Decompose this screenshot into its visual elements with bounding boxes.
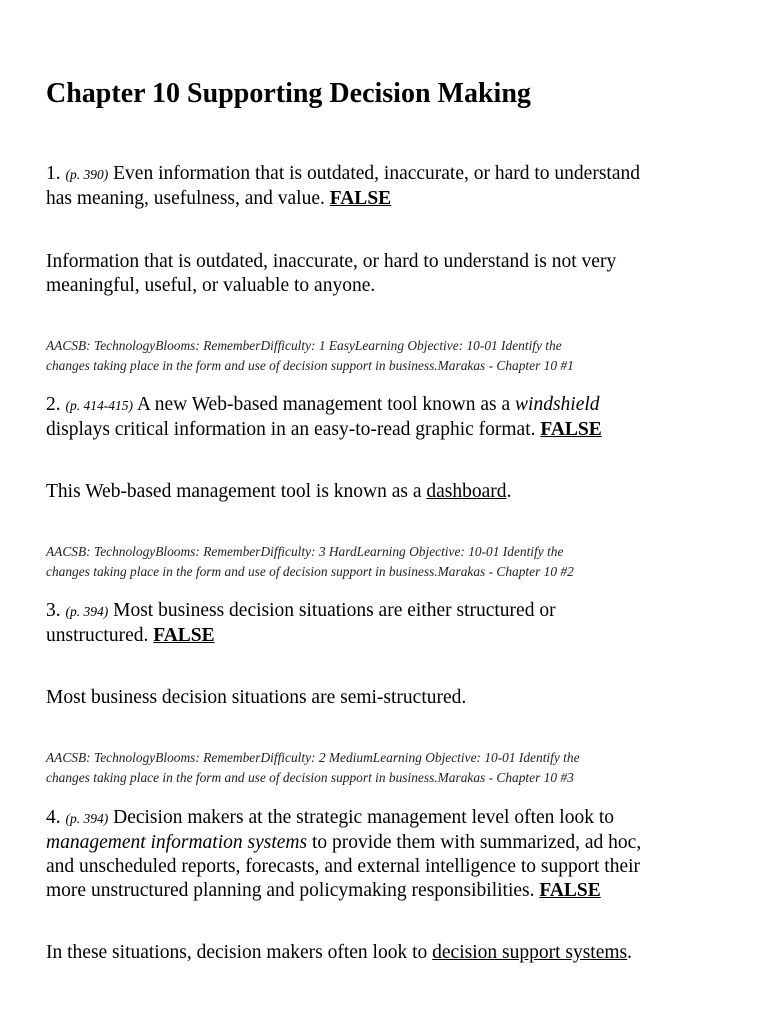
question-1 [46,162,640,211]
answer-term: decision support systems [432,942,628,963]
question-text: displays critical information in an easy-to-read graphic format. [46,419,536,440]
answer-punctuation: . [627,942,633,963]
page-title: Chapter 10 Supporting Decision Making [46,78,531,109]
answer-verdict: FALSE [540,419,602,440]
page-reference: (p. 394) [65,604,109,619]
question-text: A new Web-based management tool known as a [136,394,511,415]
question-4 [46,806,641,903]
question-text: has meaning, usefulness, and value. [46,188,325,209]
answer-verdict: FALSE [153,625,215,646]
answer-term: dashboard [426,481,507,502]
metadata-text: changes taking place in the form and use of decision support in business.Marakas - Chapter 10 #1 [46,358,574,373]
metadata-text: AACSB: TechnologyBlooms: RememberDifficulty: 3 HardLearning Objective: 10-01 Identify the [46,544,564,559]
question-text: Most business decision situations are either structured or [113,600,556,621]
metadata-text: AACSB: TechnologyBlooms: RememberDifficulty: 1 EasyLearning Objective: 10-01 Identify the [46,338,562,353]
question-text: and unscheduled reports, forecasts, and external intelligence to support their [46,856,641,877]
question-text: unstructured. [46,625,149,646]
question-text: Even information that is outdated, inaccurate, or hard to understand [113,163,640,184]
answer-explanation-1 [46,250,616,298]
answer-explanation-3 [46,686,466,710]
question-text: more unstructured planning and policymaking responsibilities. [46,880,535,901]
question-metadata-2 [46,542,574,582]
answer-verdict: FALSE [539,880,601,901]
question-text: Decision makers at the strategic management level often look to [113,807,614,828]
metadata-text: changes taking place in the form and use of decision support in business.Marakas - Chapter 10 #3 [46,770,574,785]
answer-explanation-2 [46,480,511,504]
emphasized-term: management information systems [46,832,308,853]
answer-text: Most business decision situations are semi-structured. [46,687,467,708]
question-3 [46,599,556,648]
answer-punctuation: . [506,481,512,502]
question-metadata-1 [46,336,574,376]
question-number: 1. [46,163,61,184]
question-metadata-3 [46,748,580,788]
answer-text: This Web-based management tool is known as a [46,481,422,502]
question-number: 3. [46,600,61,621]
question-2 [46,393,602,442]
answer-text: meaningful, useful, or valuable to anyone. [46,275,376,296]
page-reference: (p. 390) [65,167,109,182]
question-number: 4. [46,807,61,828]
page-reference: (p. 414-415) [65,398,133,413]
answer-verdict: FALSE [329,188,392,209]
question-text: to provide them with summarized, ad hoc, [311,832,642,853]
metadata-text: changes taking place in the form and use of decision support in business.Marakas - Chapter 10 #2 [46,564,574,579]
answer-text: Information that is outdated, inaccurate, or hard to understand is not very [46,251,617,272]
question-number: 2. [46,394,61,415]
emphasized-term: windshield [515,394,600,415]
answer-explanation-4 [46,941,632,965]
page-reference: (p. 394) [65,811,109,826]
answer-text: In these situations, decision makers often look to [46,942,428,963]
metadata-text: AACSB: TechnologyBlooms: RememberDifficulty: 2 MediumLearning Objective: 10-01 Identify the [46,750,580,765]
